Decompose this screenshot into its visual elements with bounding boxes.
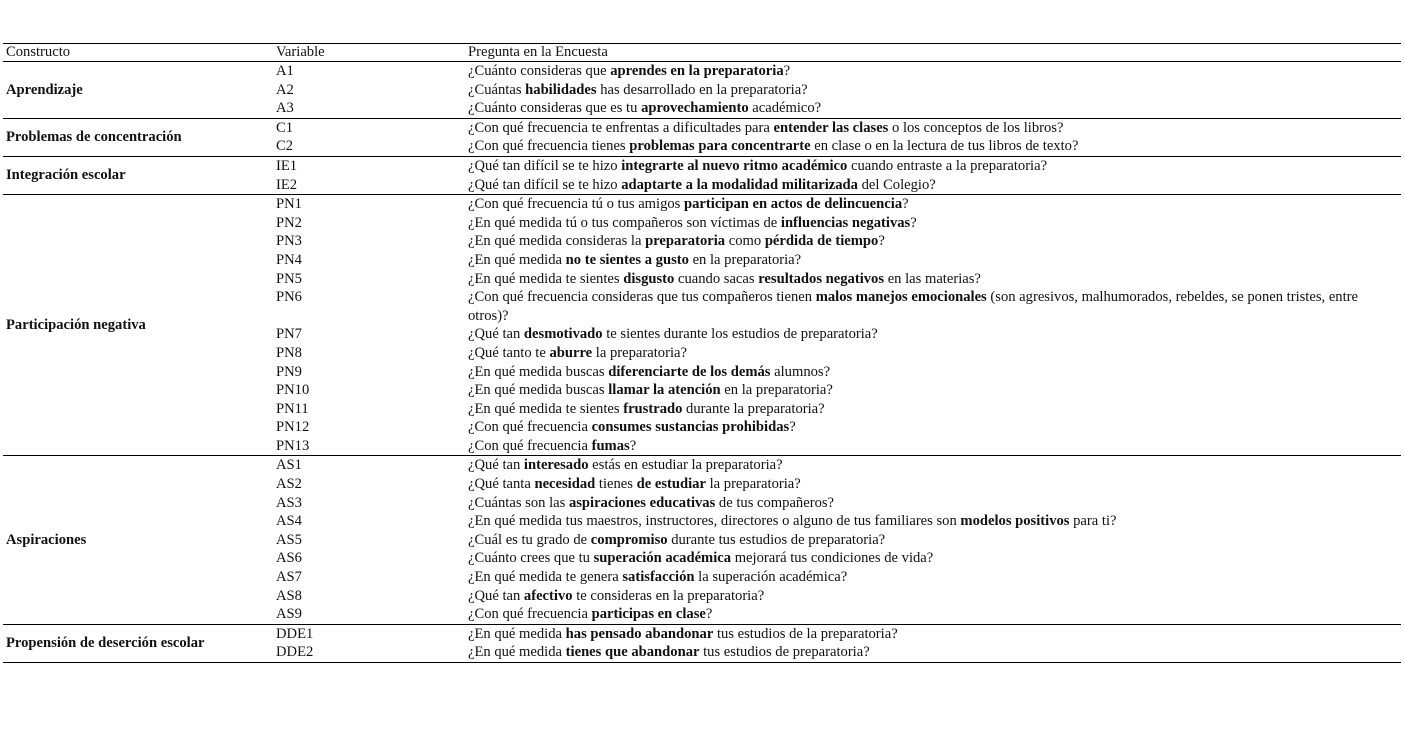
- question-text: académico?: [748, 100, 822, 117]
- question-text: ¿En qué medida buscas: [468, 382, 609, 399]
- question-text: en la preparatoria?: [688, 251, 802, 268]
- variable-cell: AS7: [276, 569, 302, 586]
- question-emphasis: modelos positivos: [960, 513, 1070, 530]
- question-cell: [465, 156, 1401, 175]
- variable-cell: PN10: [276, 382, 310, 399]
- question-emphasis: malos manejos emocionales: [815, 289, 987, 306]
- question-cell: [465, 344, 1401, 363]
- variable-cell: PN13: [273, 437, 465, 456]
- question-emphasis: superación académica: [593, 550, 732, 567]
- variable-cell: A2: [276, 81, 294, 98]
- table-row: [3, 156, 1401, 175]
- question-emphasis: entender las clases: [773, 119, 889, 136]
- question-cell: [465, 456, 1401, 475]
- question-emphasis: satisfacción: [622, 569, 695, 586]
- question-emphasis: problemas para concentrarte: [629, 138, 811, 155]
- question-emphasis: aburre: [549, 344, 593, 361]
- question-text: ¿Con qué frecuencia: [468, 437, 592, 454]
- question-emphasis: disgusto: [623, 270, 675, 287]
- question-cell: [465, 512, 1401, 531]
- question-cell: [465, 624, 1401, 643]
- question-text: tus estudios de la preparatoria?: [713, 625, 898, 642]
- question-cell: [465, 605, 1401, 624]
- question-text: ¿En qué medida te sientes: [468, 400, 624, 417]
- table-row: [3, 624, 1401, 643]
- question-emphasis: resultados negativos: [758, 270, 885, 287]
- question-emphasis: has pensado abandonar: [565, 625, 714, 642]
- question-text: ¿Qué tan: [468, 587, 524, 604]
- question-emphasis: integrarte al nuevo ritmo académico: [621, 157, 848, 174]
- question-text: ¿Cuánto crees que tu: [468, 550, 594, 567]
- variable-cell: PN4: [276, 251, 302, 268]
- question-cell: [465, 494, 1401, 513]
- question-emphasis: diferenciarte de los demás: [608, 363, 771, 380]
- question-emphasis: aprovechamiento: [641, 100, 749, 117]
- question-text: ?: [783, 63, 791, 79]
- question-text: del Colegio?: [857, 176, 936, 193]
- question-cell: [465, 531, 1401, 550]
- question-text: en la preparatoria?: [720, 382, 833, 399]
- table-row: [3, 456, 1401, 475]
- variable-cell: AS4: [276, 513, 302, 530]
- question-text: ¿Qué tanta: [468, 476, 535, 493]
- variable-cell: AS1: [276, 457, 302, 474]
- variable-cell: AS6: [276, 550, 302, 567]
- variable-cell: PN11: [276, 400, 309, 417]
- header-row: [3, 44, 1401, 62]
- question-emphasis: interesado: [523, 457, 589, 474]
- question-text: durante la preparatoria?: [682, 400, 825, 417]
- question-cell: [465, 214, 1401, 233]
- variable-cell: DDE2: [273, 643, 465, 662]
- question-text: ¿Qué tan: [468, 326, 524, 343]
- question-emphasis: aprendes en la preparatoria: [610, 63, 784, 79]
- question-emphasis: preparatoria: [645, 233, 726, 250]
- question-text: estás en estudiar la preparatoria?: [588, 457, 783, 474]
- variable-cell: PN9: [276, 363, 302, 380]
- question-text: te sientes durante los estudios de preparatoria?: [602, 326, 878, 343]
- question-emphasis: consumes sustancias prohibidas: [591, 419, 790, 436]
- variable-cell: IE1: [276, 157, 298, 174]
- question-text: ?: [629, 437, 637, 454]
- question-emphasis: aspiraciones educativas: [568, 494, 716, 511]
- variable-cell: PN8: [276, 344, 302, 361]
- question-text: ?: [789, 419, 796, 436]
- question-text: ¿Cuántas son las: [468, 494, 569, 511]
- question-text: ¿Con qué frecuencia tú o tus amigos: [468, 196, 685, 213]
- question-text: cuando sacas: [674, 270, 759, 287]
- question-text: ¿Con qué frecuencia tienes: [468, 138, 630, 155]
- question-emphasis: compromiso: [590, 531, 668, 548]
- header-question: Pregunta en la Encuesta: [465, 44, 1401, 62]
- variable-cell: C1: [276, 119, 294, 136]
- construct-cell: Propensión de deserción escolar: [3, 624, 273, 662]
- question-cell: [465, 400, 1401, 419]
- question-text: la preparatoria?: [705, 476, 801, 493]
- question-text: ¿Qué tan: [468, 457, 524, 474]
- construct-cell: Aprendizaje: [3, 62, 273, 119]
- question-cell: [465, 81, 1401, 100]
- question-emphasis: no te sientes a gusto: [565, 251, 689, 268]
- question-cell: [465, 99, 1401, 118]
- variable-cell: PN2: [276, 214, 302, 231]
- variable-cell: AS5: [276, 531, 302, 548]
- question-text: ¿Cuántas: [468, 81, 526, 98]
- question-text: ?: [705, 606, 713, 623]
- question-cell: [465, 643, 1401, 662]
- question-text: ¿Qué tanto te: [468, 344, 550, 361]
- question-cell: [465, 195, 1401, 214]
- question-cell: [465, 549, 1401, 568]
- question-text: ¿Con qué frecuencia te enfrentas a dificultades para: [468, 119, 774, 136]
- question-text: ¿En qué medida tus maestros, instructores, directores o alguno de tus familiares son: [468, 513, 961, 530]
- table-row: [3, 118, 1401, 137]
- variable-cell: PN5: [276, 270, 302, 287]
- question-text: ¿Cuánto consideras que: [468, 63, 611, 79]
- question-text: ¿Con qué frecuencia: [468, 606, 592, 623]
- question-text: la preparatoria?: [592, 344, 687, 361]
- question-cell: [465, 418, 1401, 437]
- question-text: en las materias?: [884, 270, 981, 287]
- question-text: como: [725, 233, 765, 250]
- variable-cell: DDE1: [276, 625, 314, 642]
- question-cell: [465, 232, 1401, 251]
- question-emphasis: participan en actos de delincuencia: [684, 196, 903, 213]
- question-emphasis: necesidad: [534, 476, 596, 493]
- question-emphasis: adaptarte a la modalidad militarizada: [621, 176, 858, 193]
- variable-cell: AS8: [276, 587, 302, 604]
- question-emphasis: frustrado: [623, 400, 683, 417]
- question-cell: [465, 62, 1401, 81]
- variable-cell: PN7: [276, 326, 302, 343]
- variable-cell: AS3: [276, 494, 302, 511]
- question-cell: [465, 381, 1401, 400]
- variable-cell: AS2: [276, 476, 302, 493]
- question-text: la superación académica?: [694, 569, 848, 586]
- question-text: ?: [902, 196, 909, 213]
- question-emphasis: de estudiar: [636, 476, 706, 493]
- question-text: te consideras en la preparatoria?: [572, 587, 765, 604]
- question-text: de tus compañeros?: [715, 494, 835, 511]
- question-text: ¿En qué medida consideras la: [468, 233, 646, 250]
- construct-cell: Problemas de concentración: [3, 118, 273, 156]
- question-text: ?: [910, 214, 917, 231]
- question-text: en clase o en la lectura de tus libros de texto?: [810, 138, 1079, 155]
- variable-cell: PN1: [276, 196, 302, 213]
- question-emphasis: influencias negativas: [780, 214, 911, 231]
- question-text: ¿En qué medida: [468, 251, 566, 268]
- variable-cell: A3: [273, 99, 465, 118]
- question-text: ¿En qué medida te genera: [468, 569, 623, 586]
- question-text: ¿Qué tan difícil se te hizo: [468, 157, 622, 174]
- construct-cell: Integración escolar: [3, 156, 273, 194]
- question-cell: [465, 325, 1401, 344]
- variable-cell: PN3: [276, 233, 302, 250]
- question-text: ¿En qué medida te sientes: [468, 270, 624, 287]
- question-text: para ti?: [1069, 513, 1117, 530]
- variable-cell: PN12: [276, 419, 310, 436]
- question-emphasis: llamar la atención: [608, 382, 721, 399]
- question-cell: [465, 587, 1401, 606]
- question-cell: [465, 176, 1401, 195]
- question-text: ¿En qué medida tú o tus compañeros son víctimas de: [468, 214, 781, 231]
- question-cell: [465, 363, 1401, 382]
- question-emphasis: habilidades: [525, 81, 597, 98]
- question-cell: [465, 475, 1401, 494]
- question-text: (son agresivos, malhumorados, rebeldes, se ponen tristes, entre otros)?: [468, 289, 1358, 324]
- variable-cell: AS9: [273, 605, 465, 624]
- question-text: ¿Qué tan difícil se te hizo: [468, 176, 622, 193]
- table-body: [3, 62, 1401, 663]
- question-emphasis: desmotivado: [523, 326, 603, 343]
- question-text: alumnos?: [770, 363, 831, 380]
- table-row: [3, 62, 1401, 81]
- question-emphasis: pérdida de tiempo: [764, 233, 879, 250]
- question-emphasis: participas en clase: [591, 606, 706, 623]
- table-row: [3, 195, 1401, 214]
- survey-table: [3, 43, 1401, 663]
- question-text: has desarrollado en la preparatoria?: [596, 81, 808, 98]
- variable-cell: C2: [273, 137, 465, 156]
- construct-cell: Participación negativa: [3, 195, 273, 456]
- header-variable: Variable: [273, 44, 465, 62]
- question-cell: [465, 137, 1401, 156]
- question-text: ¿Con qué frecuencia: [468, 419, 592, 436]
- construct-cell: Aspiraciones: [3, 456, 273, 624]
- question-cell: [465, 270, 1401, 289]
- question-cell: [465, 288, 1401, 325]
- question-cell: [465, 118, 1401, 137]
- question-text: ¿En qué medida buscas: [468, 363, 609, 380]
- question-text: cuando entraste a la preparatoria?: [847, 157, 1048, 174]
- question-cell: [465, 568, 1401, 587]
- question-text: tus estudios de preparatoria?: [699, 644, 870, 661]
- variable-cell: IE2: [273, 176, 465, 195]
- question-text: mejorará tus condiciones de vida?: [731, 550, 934, 567]
- question-text: ¿Con qué frecuencia consideras que tus compañeros tienen: [468, 289, 816, 306]
- question-emphasis: tienes que abandonar: [565, 644, 700, 661]
- question-text: ¿Cuánto consideras que es tu: [468, 100, 642, 117]
- question-cell: [465, 251, 1401, 270]
- question-text: tienes: [595, 476, 637, 493]
- question-text: durante tus estudios de preparatoria?: [667, 531, 886, 548]
- question-text: ?: [878, 233, 885, 250]
- question-text: ¿En qué medida: [468, 625, 566, 642]
- question-text: o los conceptos de los libros?: [888, 119, 1064, 136]
- question-emphasis: fumas: [591, 437, 630, 454]
- variable-cell: A1: [276, 63, 294, 79]
- variable-cell: PN6: [276, 289, 302, 306]
- question-emphasis: afectivo: [523, 587, 573, 604]
- question-text: ¿Cuál es tu grado de: [468, 531, 591, 548]
- header-construct: Constructo: [3, 44, 273, 62]
- question-cell: [465, 437, 1401, 456]
- question-text: ¿En qué medida: [468, 644, 566, 661]
